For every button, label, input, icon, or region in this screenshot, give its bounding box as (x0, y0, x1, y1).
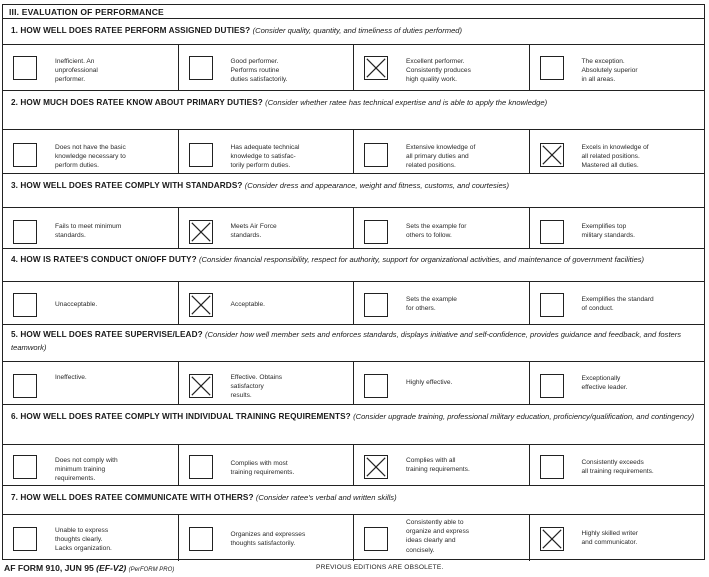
x-mark-icon (190, 221, 212, 243)
question-3-options (3, 208, 704, 249)
rating-option-text: Highly skilled writer and communicator. (581, 530, 638, 547)
rating-option-text: Exemplifies the standard of conduct. (581, 296, 654, 313)
question-4-header (3, 248, 704, 282)
rating-checkbox-checked[interactable] (189, 220, 213, 244)
rating-checkbox[interactable] (13, 374, 37, 398)
rating-option (354, 45, 530, 90)
obsolete-notice: PREVIOUS EDITIONS ARE OBSOLETE. (316, 564, 444, 571)
rating-option (179, 515, 355, 561)
rating-option (530, 445, 705, 485)
rating-option (530, 45, 705, 90)
rating-option-text: Unable to express thoughts clearly. Lacks organization. (55, 527, 112, 553)
x-mark-icon (541, 144, 563, 166)
rating-option-text: Effective. Obtains satisfactory results. (230, 374, 283, 400)
question-label: 5. HOW WELL DOES RATEE SUPERVISE/LEAD? (11, 330, 203, 339)
rating-option-text: Excels in knowledge of all related positions. Mastered all duties. (581, 144, 649, 170)
rating-option (3, 445, 179, 485)
rating-option (3, 130, 179, 173)
rating-option (354, 445, 530, 485)
question-label: 7. HOW WELL DOES RATEE COMMUNICATE WITH OTHERS? (11, 493, 254, 502)
rating-checkbox-checked[interactable] (364, 455, 388, 479)
x-mark-icon (190, 294, 212, 316)
rating-option (354, 208, 530, 248)
rating-option (530, 515, 705, 561)
rating-option (179, 282, 355, 324)
rating-checkbox[interactable] (13, 220, 37, 244)
rating-option-text: Acceptable. (230, 301, 265, 308)
question-hint: (Consider financial responsibility, respect for authority, support for organizational activities, and maintenance of government facilities) (199, 255, 645, 264)
form-version: (EF-V2) (96, 563, 127, 573)
question-hint: (Consider dress and appearance, weight and fitness, customs, and courtesies) (244, 181, 510, 190)
rating-option-text: The exception. Absolutely superior in all areas. (581, 58, 638, 84)
rating-option (3, 362, 179, 404)
rating-checkbox[interactable] (364, 374, 388, 398)
rating-checkbox[interactable] (13, 143, 37, 167)
section-title: III. EVALUATION OF PERFORMANCE (3, 5, 704, 19)
question-label: 4. HOW IS RATEE'S CONDUCT ON/OFF DUTY? (11, 255, 197, 264)
question-7-header (3, 486, 704, 515)
question-4-options (3, 282, 704, 325)
rating-option (3, 208, 179, 248)
question-hint: (Consider ratee's verbal and written skills) (255, 493, 397, 502)
rating-option-text: Consistently able to organize and express ideas clearly and concisely. (406, 519, 470, 554)
rating-option-text: Sets the example for others to follow. (406, 223, 467, 240)
rating-option-text: Does not comply with minimum training requirements. (55, 457, 118, 483)
rating-checkbox[interactable] (13, 293, 37, 317)
rating-option (3, 45, 179, 90)
x-mark-icon (190, 375, 212, 397)
question-2-options (3, 130, 704, 174)
question-5-header (3, 323, 704, 362)
x-mark-icon (541, 528, 563, 550)
question-1-header (3, 19, 704, 45)
rating-option-text: Does not have the basic knowledge necessary to perform duties. (55, 144, 126, 170)
rating-option (354, 515, 530, 561)
rating-checkbox[interactable] (189, 527, 213, 551)
rating-option-text: Excellent performer. Consistently produces high quality work. (406, 58, 471, 84)
rating-option-text: Complies with most training requirements. (230, 460, 295, 477)
rating-option-text: Has adequate technical knowledge to satisfac- torily perform duties. (230, 144, 300, 170)
rating-option (530, 282, 705, 324)
rating-checkbox[interactable] (364, 220, 388, 244)
rating-option-text: Ineffective. (55, 374, 87, 381)
question-hint: (Consider quality, quantity, and timeliness of duties performed) (252, 26, 463, 35)
rating-option (354, 130, 530, 173)
rating-option-text: Organizes and expresses thoughts satisfactorily. (230, 531, 306, 548)
rating-checkbox-checked[interactable] (364, 56, 388, 80)
rating-checkbox[interactable] (540, 293, 564, 317)
x-mark-icon (365, 57, 387, 79)
rating-option (354, 282, 530, 324)
question-6-options (3, 445, 704, 486)
rating-option-text: Sets the example for others. (406, 296, 457, 313)
rating-option-text: Extensive knowledge of all primary duties and related positions. (406, 144, 476, 170)
rating-checkbox[interactable] (364, 527, 388, 551)
rating-option-text: Complies with all training requirements. (406, 457, 470, 474)
question-2-header (3, 91, 704, 130)
rating-checkbox[interactable] (540, 56, 564, 80)
question-hint: (Consider how well member sets and enforces standards, displays initiative and self-confidence, provides guidance and feedback, and fosters teamwork) (11, 330, 682, 352)
rating-option (179, 208, 355, 248)
rating-checkbox[interactable] (540, 374, 564, 398)
form-software: (PerFORM PRO) (128, 567, 175, 573)
rating-option (354, 362, 530, 404)
rating-option-text: Fails to meet minimum standards. (55, 223, 122, 240)
rating-checkbox[interactable] (13, 527, 37, 551)
rating-checkbox[interactable] (540, 455, 564, 479)
evaluation-form (2, 4, 705, 560)
question-7-options (3, 515, 704, 561)
rating-option-text: Unacceptable. (55, 301, 98, 308)
rating-option (179, 130, 355, 173)
rating-option (3, 282, 179, 324)
question-6-header (3, 405, 704, 445)
rating-option-text: Exceptionally effective leader. (581, 375, 628, 392)
rating-checkbox[interactable] (364, 293, 388, 317)
form-id: AF FORM 910, JUN 95 (4, 563, 94, 573)
rating-checkbox-checked[interactable] (540, 527, 564, 551)
question-label: 2. HOW MUCH DOES RATEE KNOW ABOUT PRIMARY DUTIES? (11, 98, 263, 107)
rating-option (530, 208, 705, 248)
rating-option-text: Consistently exceeds all training requirements. (581, 459, 654, 476)
rating-option-text: Highly effective. (406, 379, 453, 386)
rating-option-text: Exemplifies top military standards. (581, 223, 636, 240)
rating-checkbox[interactable] (13, 56, 37, 80)
question-1-options (3, 45, 704, 91)
form-footer (4, 563, 704, 577)
form-identifier (4, 563, 174, 573)
rating-option (3, 515, 179, 561)
question-hint: (Consider whether ratee has technical expertise and is able to apply the knowledge) (265, 98, 548, 107)
rating-option (179, 362, 355, 404)
question-3-header (3, 174, 704, 208)
rating-option (530, 130, 705, 173)
rating-checkbox[interactable] (189, 143, 213, 167)
question-label: 1. HOW WELL DOES RATEE PERFORM ASSIGNED DUTIES? (11, 26, 251, 35)
question-label: 3. HOW WELL DOES RATEE COMPLY WITH STANDARDS? (11, 181, 243, 190)
rating-option (530, 362, 705, 404)
rating-checkbox-checked[interactable] (189, 374, 213, 398)
x-mark-icon (365, 456, 387, 478)
rating-checkbox-checked[interactable] (540, 143, 564, 167)
rating-checkbox[interactable] (189, 455, 213, 479)
rating-option (179, 45, 355, 90)
rating-option-text: Meets Air Force standards. (230, 223, 277, 240)
rating-option-text: Inefficient. An unprofessional performer. (55, 58, 98, 84)
question-label: 6. HOW WELL DOES RATEE COMPLY WITH INDIVIDUAL TRAINING REQUIREMENTS? (11, 412, 351, 421)
rating-checkbox[interactable] (540, 220, 564, 244)
rating-option-text: Good performer. Performs routine duties satisfactorily. (230, 58, 288, 84)
rating-checkbox[interactable] (364, 143, 388, 167)
rating-checkbox-checked[interactable] (189, 293, 213, 317)
question-5-options (3, 362, 704, 405)
rating-checkbox[interactable] (13, 455, 37, 479)
rating-option (179, 445, 355, 485)
question-hint: (Consider upgrade training, professional military education, proficiency/qualification, and contingency) (353, 412, 695, 421)
rating-checkbox[interactable] (189, 56, 213, 80)
